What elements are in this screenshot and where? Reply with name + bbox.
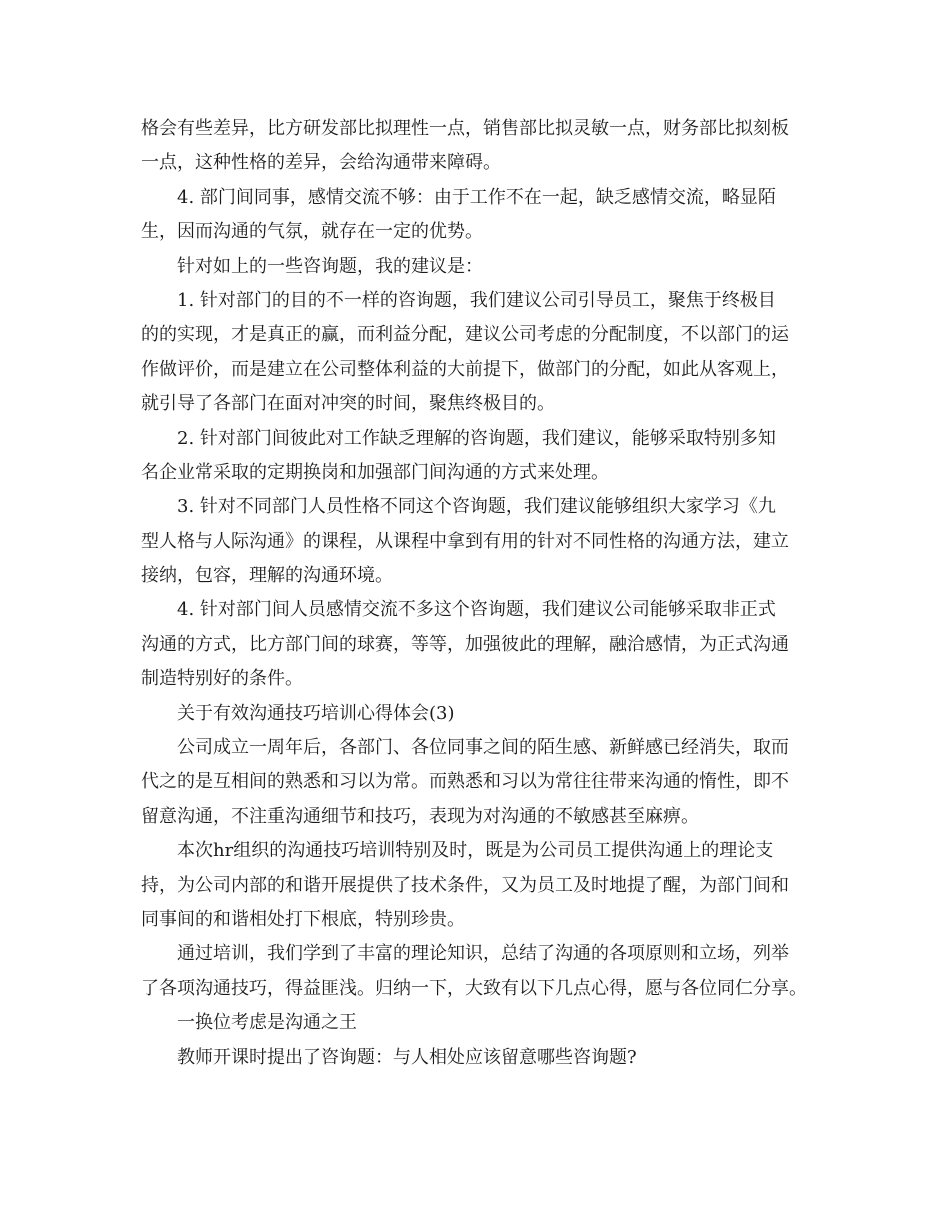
text-line: 作做评价，而是建立在公司整体利益的大前提下，做部门的分配，如此从客观上，: [141, 358, 789, 380]
text-line: 通过培训，我们学到了丰富的理论知识，总结了沟通的各项原则和立场，列举: [177, 943, 789, 965]
text-line: 4. 部门间同事，感情交流不够：由于工作不在一起，缺乏感情交流，略显陌: [177, 186, 776, 208]
text-line: 了各项沟通技巧，得益匪浅。归纳一下，大致有以下几点心得，愿与各位同仁分享。: [141, 977, 807, 999]
text-line: 生，因而沟通的气氛，就存在一定的优势。: [141, 221, 483, 243]
text-line: 沟通的方式，比方部门间的球赛，等等，加强彼此的理解，融洽感情，为正式沟通: [141, 633, 789, 655]
text-line: 1. 针对部门的目的不一样的咨询题，我们建议公司引导员工，聚焦于终极目: [177, 289, 776, 311]
text-line: 的的实现，才是真正的赢，而利益分配，建议公司考虑的分配制度，不以部门的运: [141, 324, 789, 346]
text-line: 一点，这种性格的差异，会给沟通带来障碍。: [141, 152, 501, 174]
text-line: 代之的是互相间的熟悉和习以为常。而熟悉和习以为常往往带来沟通的惰性，即不: [141, 771, 789, 793]
text-line: 2. 针对部门间彼此对工作缺乏理解的咨询题，我们建议，能够采取特别多知: [177, 427, 776, 449]
subsection-heading: 一换位考虑是沟通之王: [177, 1012, 357, 1034]
text-line: 就引导了各部门在面对冲突的时间，聚焦终极目的。: [141, 393, 555, 415]
text-line: 持，为公司内部的和谐开展提供了技术条件，又为员工及时地提了醒，为部门间和: [141, 874, 789, 896]
text-line: 3. 针对不同部门人员性格不同这个咨询题，我们建议能够组织大家学习《九: [177, 496, 776, 518]
text-line: 本次hr组织的沟通技巧培训特别及时，既是为公司员工提供沟通上的理论支: [177, 840, 774, 862]
text-line: 同事间的和谐相处打下根底，特别珍贵。: [141, 908, 465, 930]
text-line: 接纳，包容，理解的沟通环境。: [141, 565, 393, 587]
text-line: 名企业常采取的定期换岗和加强部门间沟通的方式来处理。: [141, 461, 609, 483]
section-heading: 关于有效沟通技巧培训心得体会(3): [177, 702, 455, 724]
text-line: 制造特别好的条件。: [141, 668, 303, 690]
text-line: 格会有些差异，比方研发部比拟理性一点，销售部比拟灵敏一点，财务部比拟刻板: [141, 118, 789, 139]
text-line: 留意沟通，不注重沟通细节和技巧，表现为对沟通的不敏感甚至麻痹。: [141, 805, 699, 827]
text-line: 公司成立一周年后，各部门、各位同事之间的陌生感、新鲜感已经消失，取而: [177, 737, 789, 759]
document-body: [141, 112, 825, 1075]
text-line: 型人格与人际沟通》的课程，从课程中拿到有用的针对不同性格的沟通方法，建立: [141, 530, 789, 552]
text-line: 教师开课时提出了咨询题：与人相处应该留意哪些咨询题?: [177, 1046, 637, 1068]
text-line: 针对如上的一些咨询题，我的建议是：: [177, 255, 483, 277]
text-line: 4. 针对部门间人员感情交流不多这个咨询题，我们建议公司能够采取非正式: [177, 599, 776, 621]
